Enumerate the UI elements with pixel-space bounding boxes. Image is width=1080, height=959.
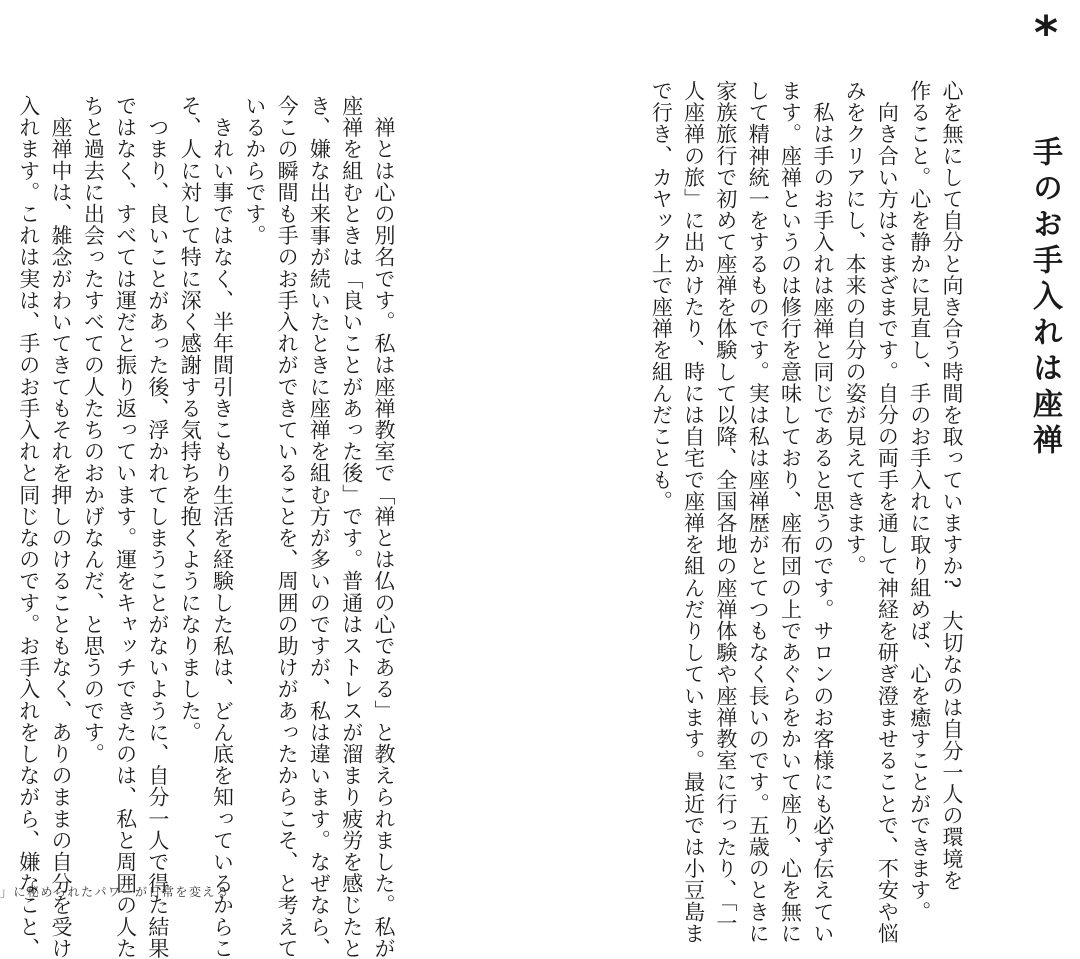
section-title: 手のお手入れは座禅	[1027, 136, 1062, 460]
text-line: 座禅中は、雑念がわいてきてもそれを押しのけることもなく、ありのままの自分を受け	[49, 95, 74, 959]
text-line: 家族旅行で初めて座禅を体験して以降、全国各地の座禅体験や座禅教室に行ったり、「一	[713, 80, 738, 934]
text-line: 入れます。これは実は、手のお手入れと同じなのです。お手入れをしながら、嫌なこと、	[16, 95, 41, 959]
text-line: つまり、良いことがあった後、浮かれてしまうことがないように、自分一人で得た結果	[145, 95, 170, 959]
text-line: きれい事ではなく、半年間引きこもり生活を経験した私は、どん底を知っているからこ	[210, 95, 235, 959]
text-line: 私は手のお手入れは座禅と同じであると思うのです。サロンのお客様にも必ず伝えてい	[810, 80, 835, 944]
text-line: 向き合い方はさまざまです。自分の両手を通して神経を研ぎ澄ませることで、不安や悩	[875, 80, 900, 944]
asterisk-mark: *	[1033, 6, 1058, 60]
text-line: き、嫌な出来事が続いたときに座禅を組む方が多いのですが、私は違います。なぜなら、	[307, 95, 332, 959]
text-line: ではなく、すべては運だと振り返っています。運をキャッチできたのは、私と周囲の人た	[113, 95, 138, 959]
text-line: 人座禅の旅」に出かけたり、時には自宅で座禅を組んだりしています。最近では小豆島ま	[681, 80, 706, 944]
text-line: 心を無にして自分と向き合う時間を取っていますか? 大切なのは自分一人の環境を	[940, 80, 964, 892]
text-line: 作ること。心を静かに見直し、手のお手入れに取り組めば、心を癒すことができます。	[907, 80, 932, 923]
text-line: そ、人に対して特に深く感謝する気持ちを抱くようになりました。	[178, 95, 203, 743]
text-line: みをクリアにし、本来の自分の姿が見えてきます。	[843, 80, 868, 577]
running-footer: 」に秘められたパワーが日常を変える	[0, 885, 230, 899]
text-line: いるからです。	[242, 95, 267, 247]
text-line: で行き、カヤック上で座禅を組んだことも。	[649, 80, 674, 512]
right-text-block	[645, 80, 968, 944]
text-line: 禅とは心の別名です。私は座禅教室で「禅とは仏の心である」と教えられました。私が	[372, 95, 396, 959]
text-line: ます。座禅というのは修行を意味しており、座布団の上であぐらをかいて座り、心を無に	[778, 80, 803, 944]
text-line: して精神統一をするものです。実は私は座禅歴がとてつもなく長いのです。五歳のときに	[746, 80, 771, 944]
text-line: ちと過去に出会ったすべての人たちのおかげなんだ、と思うのです。	[81, 95, 106, 765]
text-line: 今この瞬間も手のお手入れができていることを、周囲の助けがあったからこそ、と考えて	[275, 95, 300, 959]
text-line: 座禅を組むときは「良いことがあった後」です。普通はストレスが溜まり疲労を感じたと	[339, 95, 364, 959]
